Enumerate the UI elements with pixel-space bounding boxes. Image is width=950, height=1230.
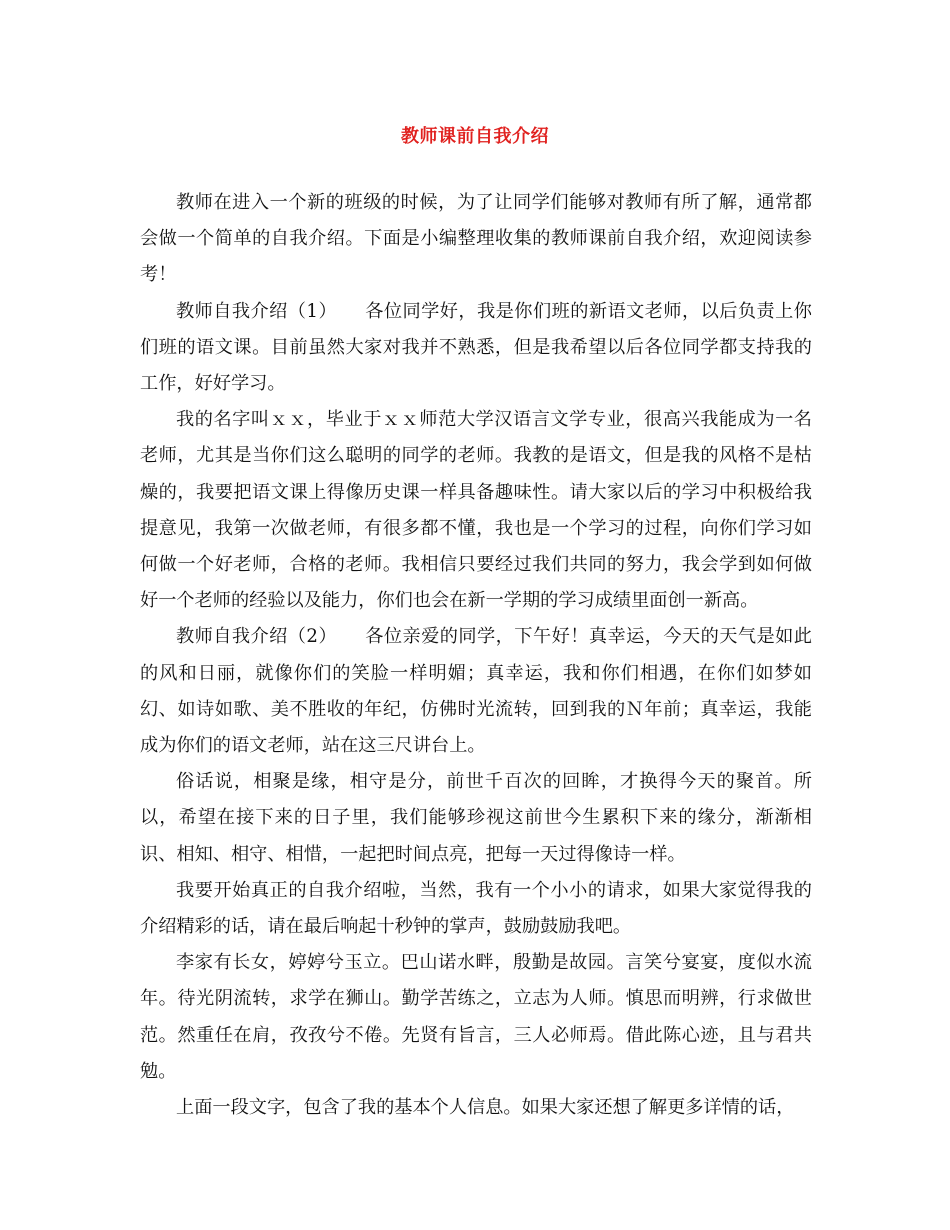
paragraph-intro-1: 教师自我介绍（1） 各位同学好，我是你们班的新语文老师，以后负责上你们班的语文课。目前虽然大家对我并不熟悉，但是我希望以后各位同学都支持我的工作，好好学习。 xyxy=(140,300,812,395)
paragraph-name-background: 我的名字叫ｘｘ，毕业于ｘｘ师范大学汉语言文学专业，很高兴我能成为一名老师，尤其是当你们这么聪明的同学的老师。我教的是语文，但是我的风格不是枯燥的，我要把语文课上得像历史课一样具备趣味性。请大家以后的学习中积极给我提意见，我第一次做老师，有很多都不懂，我也是一个学习的过程，向你们学习如何做一个好老师，合格的老师。我相信只要经过我们共同的努力，我会学到如何做好一个老师的经验以及能力，你们也会在新一学期的学习成绩里面创一新高。 xyxy=(140,409,812,612)
paragraph-proverb: 俗话说，相聚是缘，相守是分，前世千百次的回眸，才换得今天的聚首。所以，希望在接下来的日子里，我们能够珍视这前世今生累积下来的缘分，渐渐相识、相知、相守、相惜，一起把时间点亮，把每一天过得像诗一样。 xyxy=(140,771,812,865)
paragraph-intro-2: 教师自我介绍（2） 各位亲爱的同学，下午好！真幸运，今天的天气是如此的风和日丽，就像你们的笑脸一样明媚；真幸运，我和你们相遇，在你们如梦如幻、如诗如歌、美不胜收的年纪，仿佛时光流转，回到我的Ｎ年前；真幸运，我能成为你们的语文老师，站在这三尺讲台上。 xyxy=(140,626,812,757)
paragraph-request: 我要开始真正的自我介绍啦，当然，我有一个小小的请求，如果大家觉得我的介绍精彩的话，请在最后响起十秒钟的掌声，鼓励鼓励我吧。 xyxy=(140,879,812,938)
paragraph-poem: 李家有长女，婷婷兮玉立。巴山诺水畔，殷勤是故园。言笑兮宴宴，度似水流年。待光阴流转，求学在狮山。勤学苦练之，立志为人师。慎思而明辨，行求做世范。然重任在肩，孜孜兮不倦。先贤有旨言，三人必师焉。借此陈心迹，且与君共勉。 xyxy=(140,952,812,1082)
paragraph-closing: 上面一段文字，包含了我的基本个人信息。如果大家还想了解更多详情的话， xyxy=(176,1097,795,1119)
paragraph-intro: 教师在进入一个新的班级的时候，为了让同学们能够对教师有所了解，通常都会做一个简单的自我介绍。下面是小编整理收集的教师课前自我介绍，欢迎阅读参考！ xyxy=(140,192,812,286)
document-body xyxy=(140,185,812,1126)
document-title: 教师课前自我介绍 xyxy=(401,126,549,147)
